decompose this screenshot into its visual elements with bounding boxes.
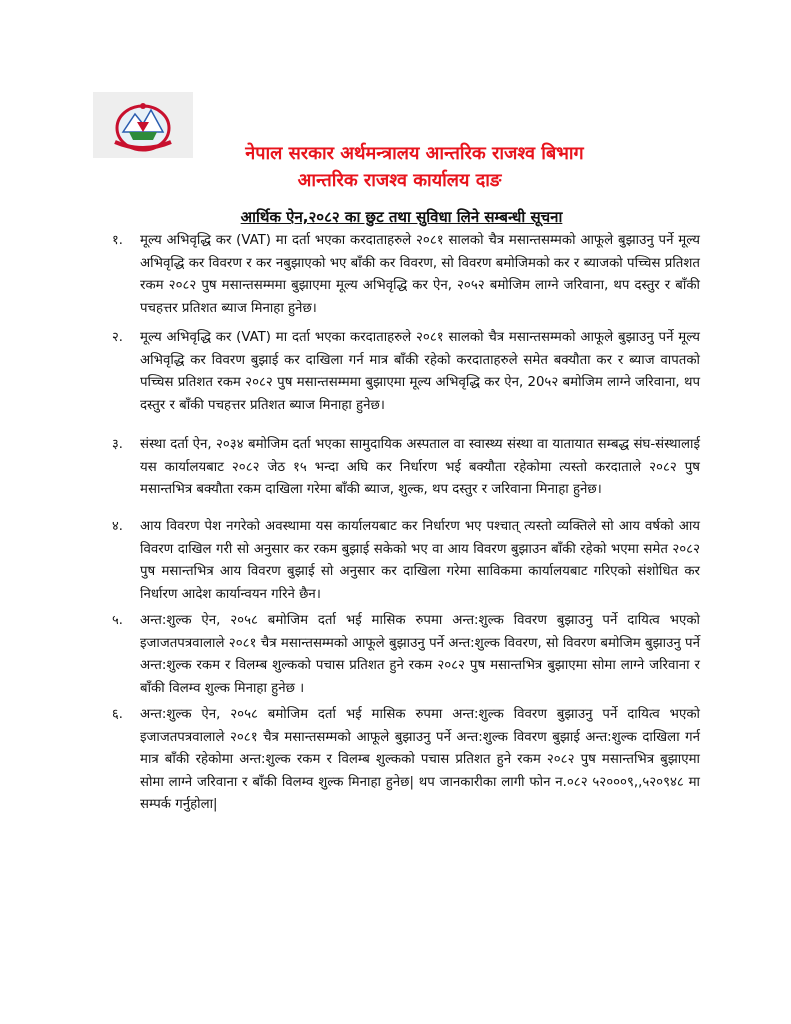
notice-item-number: २. xyxy=(112,330,123,345)
notice-item-text: अन्त:शुल्क ऐन, २०५८ बमोजिम दर्ता भई मासिक रुपमा अन्त:शुल्क विवरण बुझाउनु पर्ने दायित्व भएको इजाजतपत्रवालाले २०८१ चैत्र मसान्तसम्मको आफूले बुझाउनु पर्ने अन्त:शुल्क विवरण, सो विवरण बमोजिम बुझाउनु पर्ने अन्त:शुल्क रकम र विलम्ब शुल्कको पचास प्रतिशत हुने रकम २०८२ पुष मसान्तभित्र बुझाएमा सोमा लाग्ने जरिवाना र बाँकी विलम्व शुल्क मिनाहा हुनेछ । xyxy=(140,613,700,696)
notice-item-number: ४. xyxy=(112,519,123,534)
notice-item xyxy=(112,327,700,417)
notice-item-number: ३. xyxy=(112,437,123,452)
notice-item-number: ५. xyxy=(112,613,123,628)
notice-item xyxy=(112,230,700,320)
notice-item-text: आय विवरण पेश नगरेको अवस्थामा यस कार्यालयबाट कर निर्धारण भए पश्चात् त्यस्तो व्यक्तिले सो आय वर्षको आय विवरण दाखिल गरी सो अनुसार कर रकम बुझाई सकेको भए वा आय विवरण बुझाउन बाँकी रहेको भएमा समेत २०८२ पुष मसान्तभित्र आय विवरण बुझाई सो अनुसार कर दाखिला गरेमा साविकमा कार्यालयबाट गरिएको संशोधित कर निर्धारण आदेश कार्यान्वयन गरिने छैन। xyxy=(140,519,700,602)
notice-title: आर्थिक ऐन,२०८२ का छुट तथा सुविधा लिने सम्बन्धी सूचना xyxy=(240,208,563,226)
notice-item-text: मूल्य अभिवृद्धि कर (VAT) मा दर्ता भएका करदाताहरुले २०८१ सालको चैत्र मसान्तसम्मको आफूले बुझाउनु पर्ने मूल्य अभिवृद्धि कर विवरण बुझाई कर दाखिला गर्न मात्र बाँकी रहेको करदाताहरुले समेत बक्यौता कर र ब्याज वापतको पच्चिस प्रतिशत रकम २०८२ पुष मसान्तसम्ममा बुझाएमा मूल्य अभिवृद्धि कर ऐन, 20५२ बमोजिम लाग्ने जरिवाना, थप दस्तुर र बाँकी पचहत्तर प्रतिशत ब्याज मिनाहा हुनेछ। xyxy=(140,330,700,413)
notice-item-text: संस्था दर्ता ऐन, २०३४ बमोजिम दर्ता भएका सामुदायिक अस्पताल वा स्वास्थ्य संस्था वा यातायात सम्बद्ध संघ-संस्थालाई यस कार्यालयबाट २०८२ जेठ १५ भन्दा अघि कर निर्धारण भई बक्यौता रहेकोमा त्यस्तो करदाताले २०८२ पुष मसान्तभित्र बक्यौता रकम दाखिला गरेमा बाँकी ब्याज, शुल्क, थप दस्तुर र जरिवाना मिनाहा हुनेछ। xyxy=(140,437,700,497)
notice-item-number: १. xyxy=(112,233,123,248)
notice-item xyxy=(112,610,700,700)
notice-item xyxy=(112,704,700,817)
notice-item-text: मूल्य अभिवृद्धि कर (VAT) मा दर्ता भएका करदाताहरुले २०८१ सालको चैत्र मसान्तसम्मको आफूले बुझाउनु पर्ने मूल्य अभिवृद्धि कर विवरण र कर नबुझाएको भए बाँकी कर विवरण, सो विवरण बमोजिमको कर र ब्याजको पच्चिस प्रतिशत रकम २०८२ पुष मसान्तसम्ममा बुझाएमा मूल्य अभिवृद्धि कर ऐन, २०५२ बमोजिम लाग्ने जरिवाना, थप दस्तुर र बाँकी पचहत्तर प्रतिशत ब्याज मिनाहा हुनेछ। xyxy=(140,233,700,316)
notice-item-text: अन्त:शुल्क ऐन, २०५८ बमोजिम दर्ता भई मासिक रुपमा अन्त:शुल्क विवरण बुझाउनु पर्ने दायित्व भएको इजाजतपत्रवालाले २०८१ चैत्र मसान्तसम्मको आफूले बुझाउनु पर्ने अन्त:शुल्क विवरण बुझाई अन्त:शुल्क दाखिला गर्न मात्र बाँकी रहेकोमा अन्त:शुल्क रकम र विलम्ब शुल्कको पचास प्रतिशत हुने रकम २०८२ पुष मसान्तभित्र बुझाएमा सोमा लाग्ने जरिवाना र बाँकी विलम्व शुल्क मिनाहा हुनेछ| थप जानकारीका लागी फोन न.०८२ ५२०००९,,५२०९४८ मा सम्पर्क गर्नुहोला| xyxy=(140,707,700,812)
notice-item xyxy=(112,434,700,502)
notice-item-number: ६. xyxy=(112,707,123,722)
office-name-title: आन्तरिक राजश्व कार्यालय दाङ xyxy=(297,170,502,191)
office-ministry-title: नेपाल सरकार अर्थमन्त्रालय आन्तरिक राजश्व बिभाग xyxy=(245,143,584,164)
notice-item xyxy=(112,516,700,606)
